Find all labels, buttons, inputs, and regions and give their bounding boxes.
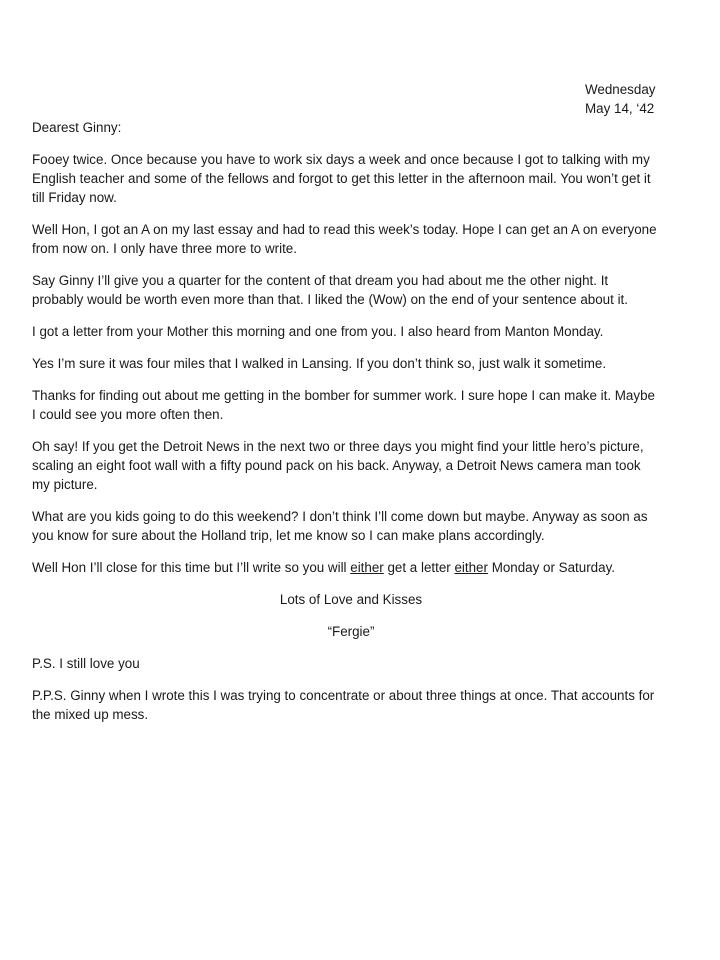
closing: Lots of Love and Kisses [279, 592, 423, 607]
letter-body [32, 118, 658, 737]
paragraph-7: Oh say! If you get the Detroit News in the next two or three days you might find your little hero’s picture, scaling an eight foot wall with a fifty pound pack on his back. Anyway, a Detroit News camera man took my picture. [32, 439, 644, 492]
paragraph-6: Thanks for finding out about me getting in the bomber for summer work. I sure hope I can make it. Maybe I could see you more often then. [32, 388, 655, 422]
date-line: May 14, ‘42 [585, 101, 655, 116]
signature: “Fergie” [327, 624, 375, 639]
paragraph-9-text-2: get a letter [383, 560, 455, 575]
paragraph-9-text-1: Well Hon I’ll close for this time but I’ll write so you will [32, 560, 351, 575]
underlined-word-either-1: either [350, 560, 384, 575]
paragraph-9-text-3: Monday or Saturday. [487, 560, 615, 575]
second-postscript: P.P.S. Ginny when I wrote this I was trying to concentrate or about three things at once. That accounts for the mixed up mess. [32, 688, 655, 722]
date-weekday: Wednesday [585, 82, 656, 97]
paragraph-5: Yes I’m sure it was four miles that I walked in Lansing. If you don’t think so, just walk it sometime. [32, 356, 607, 371]
underlined-word-either-2: either [454, 560, 488, 575]
paragraph-3: Say Ginny I’ll give you a quarter for the content of that dream you had about me the other night. It probably would be worth even more than that. I liked the (Wow) on the end of your sentence about it. [32, 273, 628, 307]
paragraph-4: I got a letter from your Mother this morning and one from you. I also heard from Manton Monday. [32, 324, 604, 339]
paragraph-8: What are you kids going to do this weekend? I don’t think I’ll come down but maybe. Anyway as soon as you know for sure about the Holland trip, let me know so I can make plans accordingly. [32, 509, 648, 543]
paragraph-1: Fooey twice. Once because you have to work six days a week and once because I got to talking with my English teacher and some of the fellows and forgot to get this letter in the afternoon mail. You won’t get it till Friday now. [32, 152, 651, 205]
paragraph-9 [32, 558, 658, 577]
paragraph-2: Well Hon, I got an A on my last essay and had to read this week’s today. Hope I can get an A on everyone from now on. I only have three more to write. [32, 222, 657, 256]
postscript: P.S. I still love you [32, 656, 140, 671]
salutation: Dearest Ginny: [32, 120, 122, 135]
date-block [585, 80, 655, 118]
